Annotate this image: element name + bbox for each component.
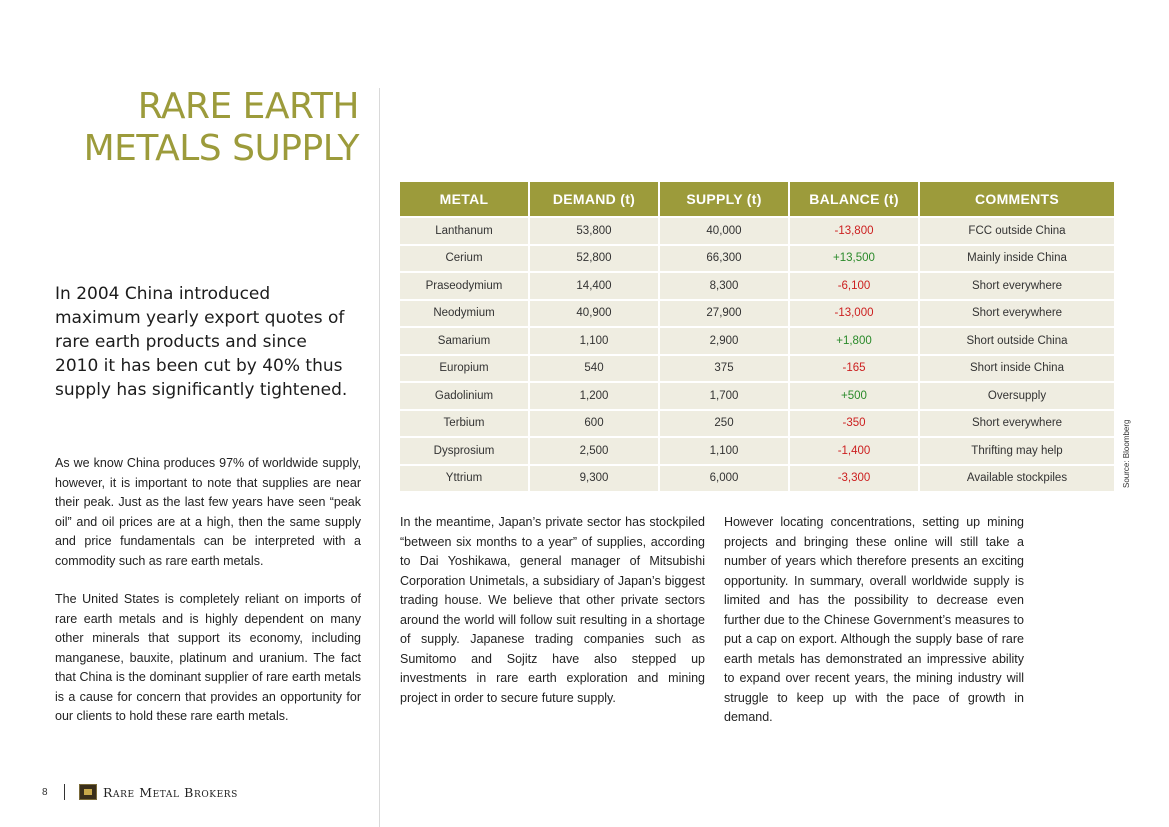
header-comments: COMMENTS bbox=[920, 182, 1114, 218]
footer bbox=[42, 782, 238, 802]
cell-metal: Yttrium bbox=[400, 466, 528, 494]
cell-demand: 14,400 bbox=[530, 273, 658, 301]
cell-demand: 2,500 bbox=[530, 438, 658, 466]
cell-demand: 540 bbox=[530, 356, 658, 384]
title-line-1: RARE EARTH bbox=[137, 86, 359, 127]
cell-comment: Short everywhere bbox=[920, 273, 1114, 301]
table-row bbox=[400, 356, 1114, 384]
cell-supply: 40,000 bbox=[660, 218, 788, 246]
cell-demand: 1,100 bbox=[530, 328, 658, 356]
cell-metal: Samarium bbox=[400, 328, 528, 356]
cell-supply: 6,000 bbox=[660, 466, 788, 494]
header-balance: BALANCE (t) bbox=[790, 182, 918, 218]
cell-comment: FCC outside China bbox=[920, 218, 1114, 246]
cell-demand: 9,300 bbox=[530, 466, 658, 494]
brand-logo-icon bbox=[79, 784, 97, 800]
cell-comment: Short outside China bbox=[920, 328, 1114, 356]
cell-supply: 66,300 bbox=[660, 246, 788, 274]
cell-balance: +1,800 bbox=[790, 328, 918, 356]
cell-comment: Oversupply bbox=[920, 383, 1114, 411]
table-row bbox=[400, 273, 1114, 301]
table-row bbox=[400, 328, 1114, 356]
table-row bbox=[400, 218, 1114, 246]
cell-supply: 8,300 bbox=[660, 273, 788, 301]
cell-balance: -13,800 bbox=[790, 218, 918, 246]
cell-metal: Lanthanum bbox=[400, 218, 528, 246]
cell-comment: Available stockpiles bbox=[920, 466, 1114, 494]
cell-supply: 27,900 bbox=[660, 301, 788, 329]
cell-balance: -350 bbox=[790, 411, 918, 439]
header-metal: METAL bbox=[400, 182, 528, 218]
cell-metal: Praseodymium bbox=[400, 273, 528, 301]
cell-supply: 2,900 bbox=[660, 328, 788, 356]
table-row bbox=[400, 383, 1114, 411]
cell-demand: 1,200 bbox=[530, 383, 658, 411]
page-number: 8 bbox=[42, 786, 48, 798]
cell-metal: Gadolinium bbox=[400, 383, 528, 411]
cell-supply: 375 bbox=[660, 356, 788, 384]
rare-earth-supply-table bbox=[398, 182, 1116, 493]
cell-balance: -165 bbox=[790, 356, 918, 384]
cell-demand: 53,800 bbox=[530, 218, 658, 246]
body-paragraph-1: As we know China produces 97% of worldwide supply, however, it is important to note that supplies are near their peak. Just as the last few years have seen “peak oil” and oil prices are at a high, then the same supply and price fundamentals can be interpreted with a commodity such as rare earth metals. bbox=[55, 456, 361, 568]
cell-balance: -3,300 bbox=[790, 466, 918, 494]
footer-divider bbox=[64, 784, 65, 800]
cell-comment: Mainly inside China bbox=[920, 246, 1114, 274]
header-demand: DEMAND (t) bbox=[530, 182, 658, 218]
column-divider bbox=[379, 88, 380, 827]
cell-comment: Short inside China bbox=[920, 356, 1114, 384]
cell-metal: Terbium bbox=[400, 411, 528, 439]
table-row bbox=[400, 438, 1114, 466]
cell-balance: -6,100 bbox=[790, 273, 918, 301]
cell-balance: -1,400 bbox=[790, 438, 918, 466]
cell-comment: Short everywhere bbox=[920, 411, 1114, 439]
cell-balance: +500 bbox=[790, 383, 918, 411]
cell-balance: -13,000 bbox=[790, 301, 918, 329]
cell-comment: Thrifting may help bbox=[920, 438, 1114, 466]
page-title bbox=[0, 86, 359, 170]
lead-paragraph: In 2004 China introduced maximum yearly export quotes of rare earth products and since 2010 it has been cut by 40% thus supply has significantly tightened. bbox=[55, 284, 348, 400]
cell-supply: 1,700 bbox=[660, 383, 788, 411]
table-row bbox=[400, 246, 1114, 274]
body-paragraph-3: In the meantime, Japan’s private sector has stockpiled “between six months to a year” of supplies, according to Dai Yoshikawa, general manager of Mitsubishi Corporation Unimetals, a subsidiary of Japan’s biggest trading house. We believe that other private sectors around the world will follow suit resulting in a shortage of supply. Japanese trading companies such as Sumitomo and Sojitz have also stepped up investments in rare earth exploration and mining project in order to secure future supply. bbox=[400, 515, 705, 705]
table-row bbox=[400, 466, 1114, 494]
cell-metal: Dysprosium bbox=[400, 438, 528, 466]
source-note: Source: Bloomberg bbox=[1122, 419, 1131, 488]
title-line-2: METALS SUPPLY bbox=[83, 128, 359, 169]
body-paragraph-2: The United States is completely reliant on imports of rare earth metals and is highly dependent on many other minerals that support its economy, including manganese, bauxite, platinum and uranium. The fact that China is the dominant supplier of rare earth metals is a cause for concern that provides an opportunity for our clients to hold these rare earth metals. bbox=[55, 592, 361, 723]
body-paragraph-4: However locating concentrations, setting up mining projects and bringing these online will still take a number of years which therefore presents an exciting opportunity. In summary, overall worldwide supply is limited and has the possibility to decrease even further due to the Chinese Government’s measures to put a cap on export. Although the supply base of rare earth metals has demonstrated an impressive ability to expand over recent years, the mining industry will struggle to keep up with the pace of growth in demand. bbox=[724, 515, 1024, 724]
table-header-row bbox=[400, 182, 1114, 218]
cell-demand: 52,800 bbox=[530, 246, 658, 274]
cell-supply: 250 bbox=[660, 411, 788, 439]
cell-supply: 1,100 bbox=[660, 438, 788, 466]
cell-balance: +13,500 bbox=[790, 246, 918, 274]
brand-name: Rare Metal Brokers bbox=[103, 784, 238, 800]
cell-comment: Short everywhere bbox=[920, 301, 1114, 329]
table-row bbox=[400, 411, 1114, 439]
cell-demand: 600 bbox=[530, 411, 658, 439]
cell-metal: Neodymium bbox=[400, 301, 528, 329]
cell-metal: Cerium bbox=[400, 246, 528, 274]
table-row bbox=[400, 301, 1114, 329]
cell-metal: Europium bbox=[400, 356, 528, 384]
cell-demand: 40,900 bbox=[530, 301, 658, 329]
header-supply: SUPPLY (t) bbox=[660, 182, 788, 218]
